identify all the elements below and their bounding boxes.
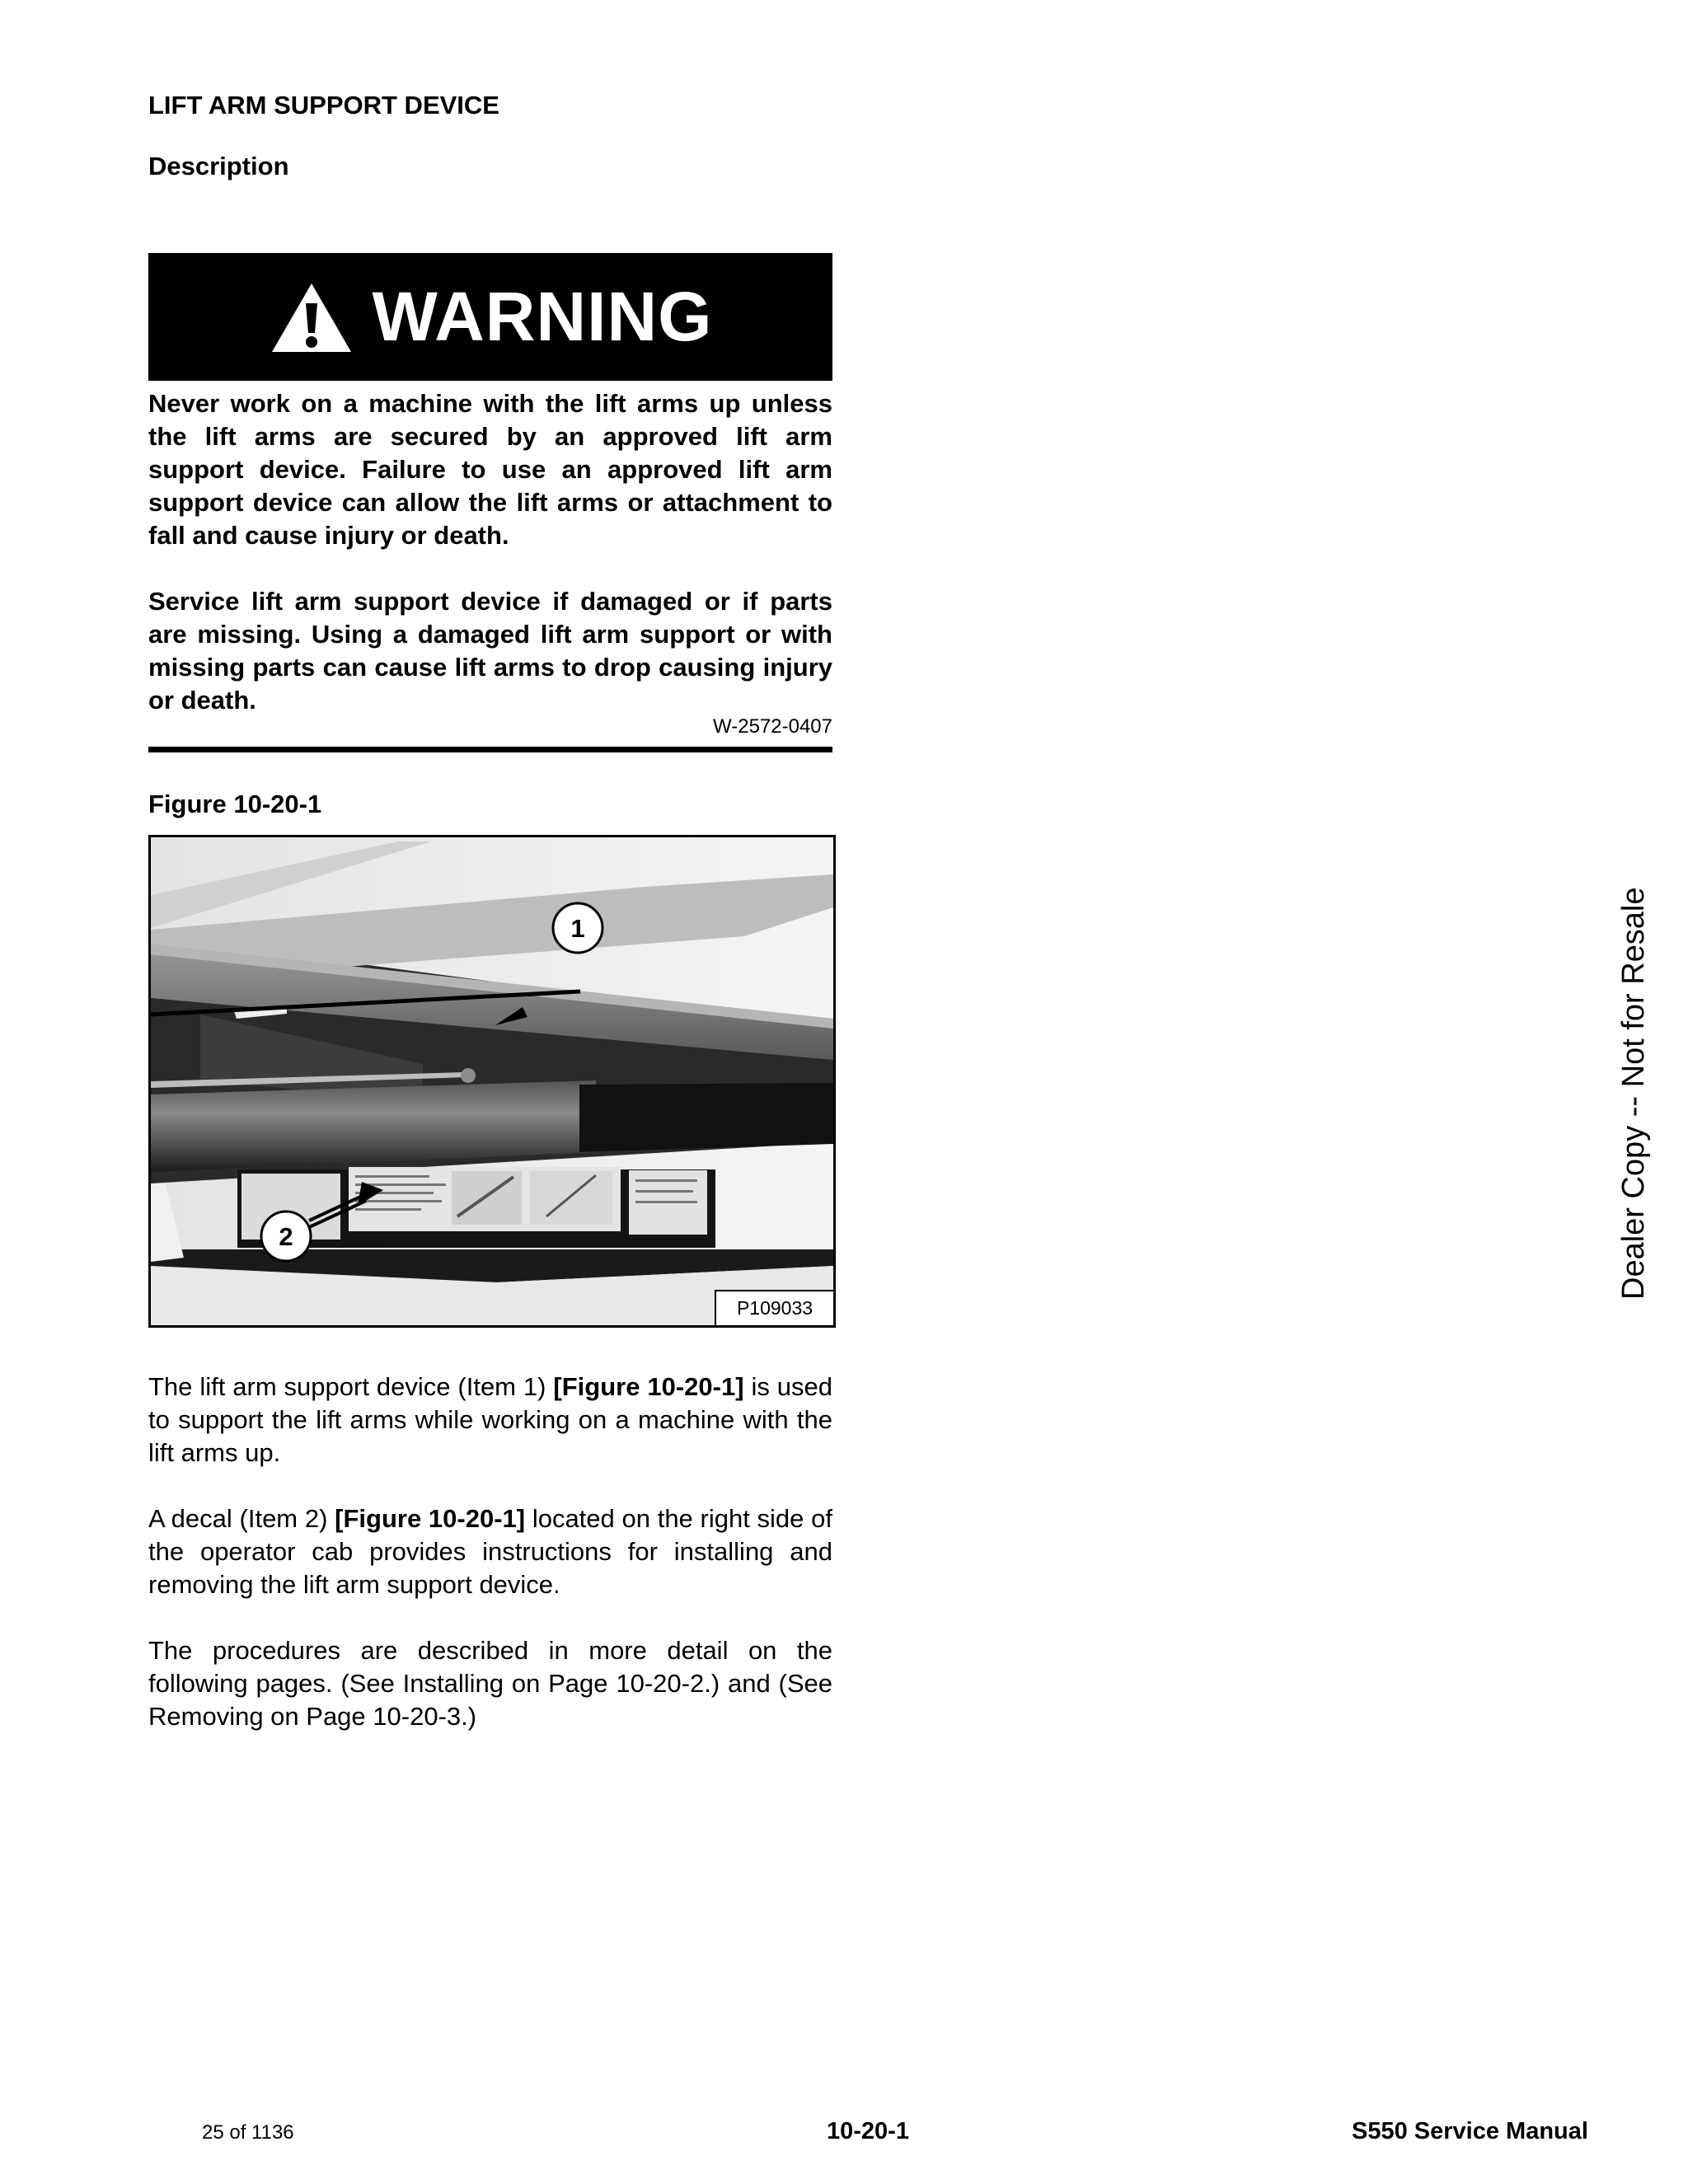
callout-1-label: 1 [570, 914, 585, 943]
section-title: LIFT ARM SUPPORT DEVICE [148, 91, 499, 120]
subsection-title: Description [148, 152, 289, 180]
photo-id-label: P109033 [715, 1290, 833, 1325]
warning-code: W-2572-0407 [713, 715, 832, 738]
footer-manual-title: S550 Service Manual [1352, 2118, 1588, 2144]
text-run: located on the right side of the operator cab provides instructions for installing and removing the lift arm support device. [148, 1504, 832, 1599]
warning-paragraph: Service lift arm support device if damaged or if parts are missing. Using a damaged lift arm support or with missing parts can cause lift arms to drop causing injury or death. [148, 587, 832, 715]
text-run: is used to support the lift arms while working on a machine with the lift arms up. [148, 1372, 832, 1467]
text-run: A decal (Item 2) [148, 1504, 335, 1533]
callout-2-label: 2 [279, 1222, 293, 1251]
description-text [148, 1371, 832, 1766]
text-run: The lift arm support device (Item 1) [148, 1372, 554, 1401]
warning-title: WARNING [372, 278, 713, 355]
warning-header [148, 253, 832, 381]
figure-photo [148, 835, 836, 1328]
warning-message [148, 387, 832, 717]
footer-page-count: 25 of 1136 [202, 2121, 294, 2144]
figure-reference: [Figure 10-20-1] [553, 1372, 744, 1401]
warning-paragraph: Never work on a machine with the lift arms up unless the lift arms are secured by an approved lift arm support device. Failure to use an approved lift arm support device can allow the lift arms or attachment to fall and cause injury or death. [148, 389, 832, 550]
lift-arm-photo [151, 837, 833, 1325]
paragraph-1 [148, 1371, 832, 1469]
figure-label: Figure 10-20-1 [148, 790, 322, 818]
footer-page-number: 10-20-1 [827, 2118, 909, 2144]
paragraph-3: The procedures are described in more detail on the following pages. (See Installing on Page 10-20-2.) and (See Removing on Page 10-20-3.) [148, 1636, 832, 1731]
warning-triangle-icon [269, 280, 354, 354]
warning-divider [148, 747, 832, 752]
paragraph-2 [148, 1502, 832, 1601]
dealer-copy-watermark: Dealer Copy -- Not for Resale [1616, 887, 1651, 1300]
figure-reference: [Figure 10-20-1] [335, 1504, 526, 1533]
